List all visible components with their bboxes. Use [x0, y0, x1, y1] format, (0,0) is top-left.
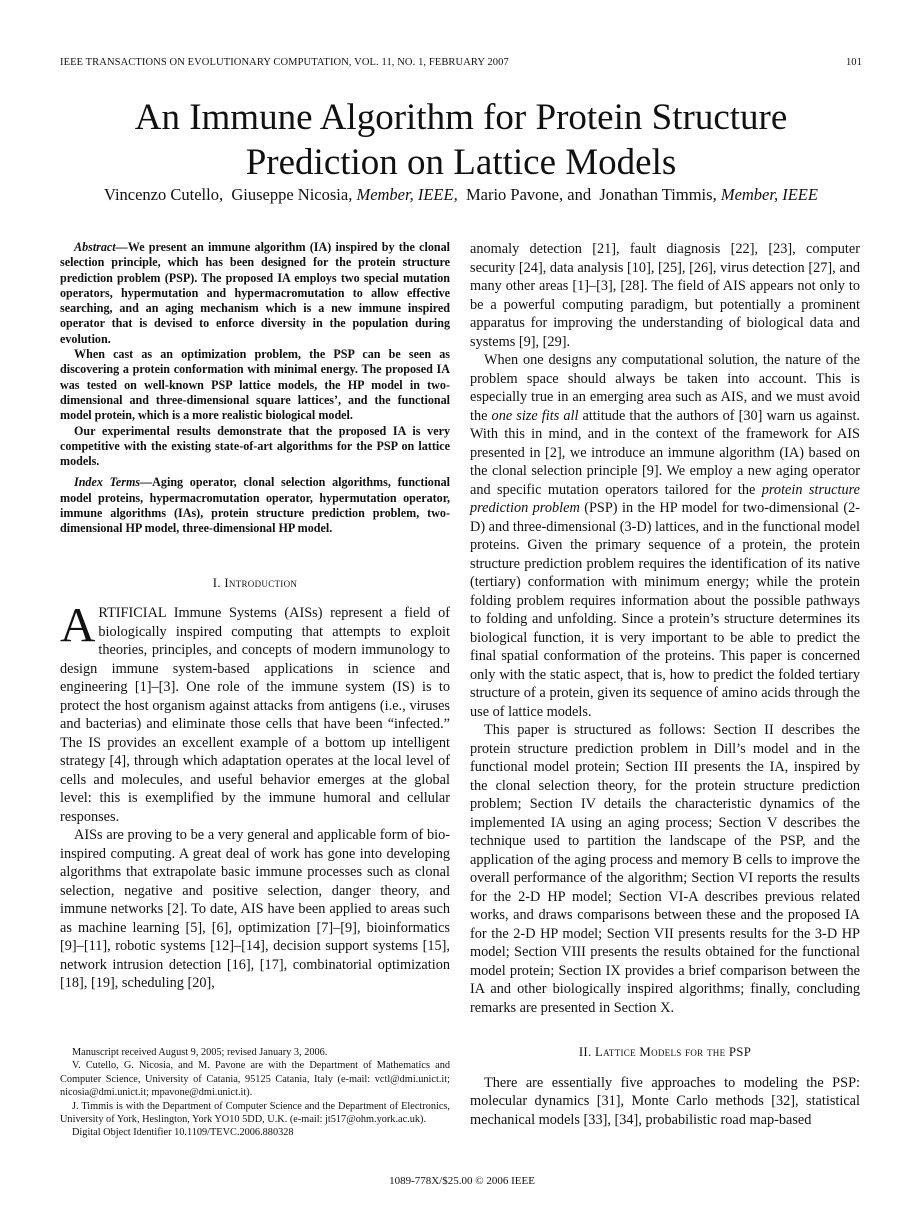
intro-p2: AISs are proving to be a very general and applicable form of bio-inspired computing. A great deal of work has gone into developing algorithms that extrapolate basic immune processes such as clonal selection, negative and positive selection, danger theory, and immune networks [2]. To date, AIS have been applied to areas such as machine learning [5], [6], optimization [7]–[9], bioinformatics [9]–[11], robotic systems [12]–[14], decision support systems [15], network intrusion detection [16], [17], combinatorial optimization [18], [19], scheduling [20],: [60, 827, 450, 992]
author-list: [60, 185, 862, 205]
copyright-line: 1089-778X/$25.00 © 2006 IEEE: [389, 1175, 535, 1187]
author-1: Vincenzo Cutello,: [104, 185, 224, 204]
index-terms-label: Index Terms—: [74, 475, 153, 490]
index-terms: Aging operator, clonal selection algorithms, functional model proteins, hypermacromutation operator, hypermutation operator, immune algorithms (IAs), protein structure prediction problem, two-dimensional HP model, three-dimensional HP model.: [60, 475, 450, 536]
footnote: [60, 1046, 450, 1140]
intro-r2: When one designs any computational solution, the nature of the problem space should always be taken into account. This is especially true in an emerging area such as AIS, and we must avoid the one size fits all attitude that the authors of [30] warn us against. With this in mind, and in the context of the framework for AIS presented in [2], we introduce an immune algorithm (IA) based on the clonal selection principle [9]. We employ a new aging operator and specific mutation operators tailored for the protein structure prediction problem (PSP) in the HP model for two-dimensional (2-D) and three-dimensional (3-D) lattices, and in the functional model proteins. Given the primary sequence of a protein, the protein structure prediction problem requires the identification of its native (tertiary) conformation with minimum energy; while the protein folding problem requires information about the possible pathways to folding and unfolding. Since a protein’s structure determines its biological function, it is very important to be able to predict the final spatial conformation of the proteins. This paper is concerned only with the static aspect, that is, how to predict the folded tertiary structure of a protein, given its sequence of amino acids through the use of lattice models.: [470, 352, 860, 720]
footnote-received: Manuscript received August 9, 2005; revised January 3, 2006.: [72, 1047, 328, 1058]
abstract-label: Abstract—: [74, 240, 128, 254]
section-2-heading: [470, 1043, 860, 1062]
intro-p1: RTIFICIAL Immune Systems (AISs) represent a field of biologically inspired computing that attempts to exploit theories, principles, and concepts of modern immunology to design immune system-based applications in science and engineering [1]–[3]. One role of the immune system (IS) is to protect the host organism against attacks from antigens (i.e., viruses and bacterias) and eliminate those cells that have been “infected.” The IS provides an excellent example of a bottom up intelligent strategy [4], through which adaptation operates at the local level of cells and molecules, and useful behavior emerges at the global level: this is exemplified by the immune humoral and cellular responses.: [60, 605, 450, 825]
right-column: [470, 240, 860, 1129]
footnote-affiliation-2: J. Timmis is with the Department of Computer Science and the Department of Electronics, University of York, Heslington, York YO10 5DD, U.K. (e-mail: jt517@ohm.york.ac.uk).: [60, 1100, 450, 1126]
intro-r3: This paper is structured as follows: Section II describes the protein structure prediction problem in Dill’s model and in the functional model protein; Section III presents the IA, inspired by the clonal selection theory, for the protein structure prediction problem; Section IV details the characteristic dynamics of the implemented IA using an aging process; Section V describes the technique used to partition the landscape of the PSP, and the application of the aging process and memory B cells to improve the overall performance of the algorithm; Section VI reports the results for the 2-D HP model; Section VI-A describes previous related works, and draws comparisons between these and the proposed IA for the 2-D HP model; Section VII presents results for the 3-D HP model; Section VIII presents the results obtained for the functional model protein; Section IX provides a brief comparison between the IA and other biologically inspired algorithms; finally, concluding remarks are presented in Section X.: [470, 722, 860, 1016]
section-1-heading: [60, 574, 450, 593]
author-3: Mario Pavone, and: [465, 185, 592, 204]
abstract: [60, 240, 450, 537]
drop-cap: A: [60, 597, 96, 653]
section-2-title: Lattice Models for the PSP: [594, 1045, 752, 1059]
section-2-number: II.: [578, 1045, 592, 1059]
footnote-doi: Digital Object Identifier 10.1109/TEVC.2006.880328: [72, 1127, 294, 1139]
author-2: Giuseppe Nicosia: [231, 185, 349, 204]
section-1-body-right: [470, 240, 860, 1017]
title-line-2: Prediction on Lattice Models: [245, 142, 677, 183]
section-2-p1: There are essentially five approaches to modeling the PSP: molecular dynamics [31], Monte Carlo methods [32], statistical mechanical models [33], [34], probabilistic road map-based: [470, 1074, 860, 1128]
section-1-title: Introduction: [224, 575, 298, 590]
abstract-p1: We present an immune algorithm (IA) inspired by the clonal selection principle, which has been designed for the protein structure prediction problem (PSP). The proposed IA employs two special mutation operators, hypermutation and hypermacromutation to allow effective searching, and an aging mechanism which is a new immune inspired operator that is devised to enforce diversity in the population during evolution.: [60, 240, 450, 346]
title-line-1: An Immune Algorithm for Protein Structure: [134, 97, 788, 138]
left-column: [60, 240, 450, 993]
paper-title: [60, 95, 862, 185]
abstract-p3: Our experimental results demonstrate that the proposed IA is very competitive with the existing state-of-art algorithms for the PSP on lattice models.: [60, 423, 450, 469]
running-header: [60, 57, 862, 68]
section-1-number: I.: [212, 575, 221, 590]
emphasis-psp: protein structure prediction problem: [470, 481, 860, 516]
abstract-p2: When cast as an optimization problem, the PSP can be seen as discovering a protein conformation with minimal energy. The proposed IA was tested on well-known PSP lattice models, the HP model in two-dimensional and three-dimensional square lattices’, and the functional model protein, which is a more realistic biological model.: [60, 347, 450, 423]
section-1-body-left: [60, 597, 450, 993]
journal-name: IEEE TRANSACTIONS ON EVOLUTIONARY COMPUTATION, VOL. 11, NO. 1, FEBRUARY 2007: [60, 57, 509, 68]
author-2-role: , Member, IEEE,: [348, 185, 458, 204]
author-4: Jonathan Timmis: [599, 185, 713, 204]
footnote-affiliation-1: V. Cutello, G. Nicosia, and M. Pavone are with the Department of Mathematics and Computer Science, University of Catania, 95125 Catania, Italy (e-mail: vctl@dmi.unict.it; nicosia@dmi.unict.it; mpavone@dmi.unict.it).: [60, 1060, 450, 1099]
emphasis-one-size: one size fits all: [491, 407, 579, 424]
author-4-role: , Member, IEEE: [712, 185, 818, 204]
intro-r1: anomaly detection [21], fault diagnosis [22], [23], computer security [24], data analysis [10], [25], [26], virus detection [27], and many other areas [1]–[3], [28]. The field of AIS appears not only to be a powerful computing paradigm, but potentially a prominent apparatus for improving the understanding of biological data and systems [9], [29].: [470, 241, 860, 350]
section-2-body: [470, 1074, 860, 1130]
page-number: 101: [845, 57, 862, 68]
